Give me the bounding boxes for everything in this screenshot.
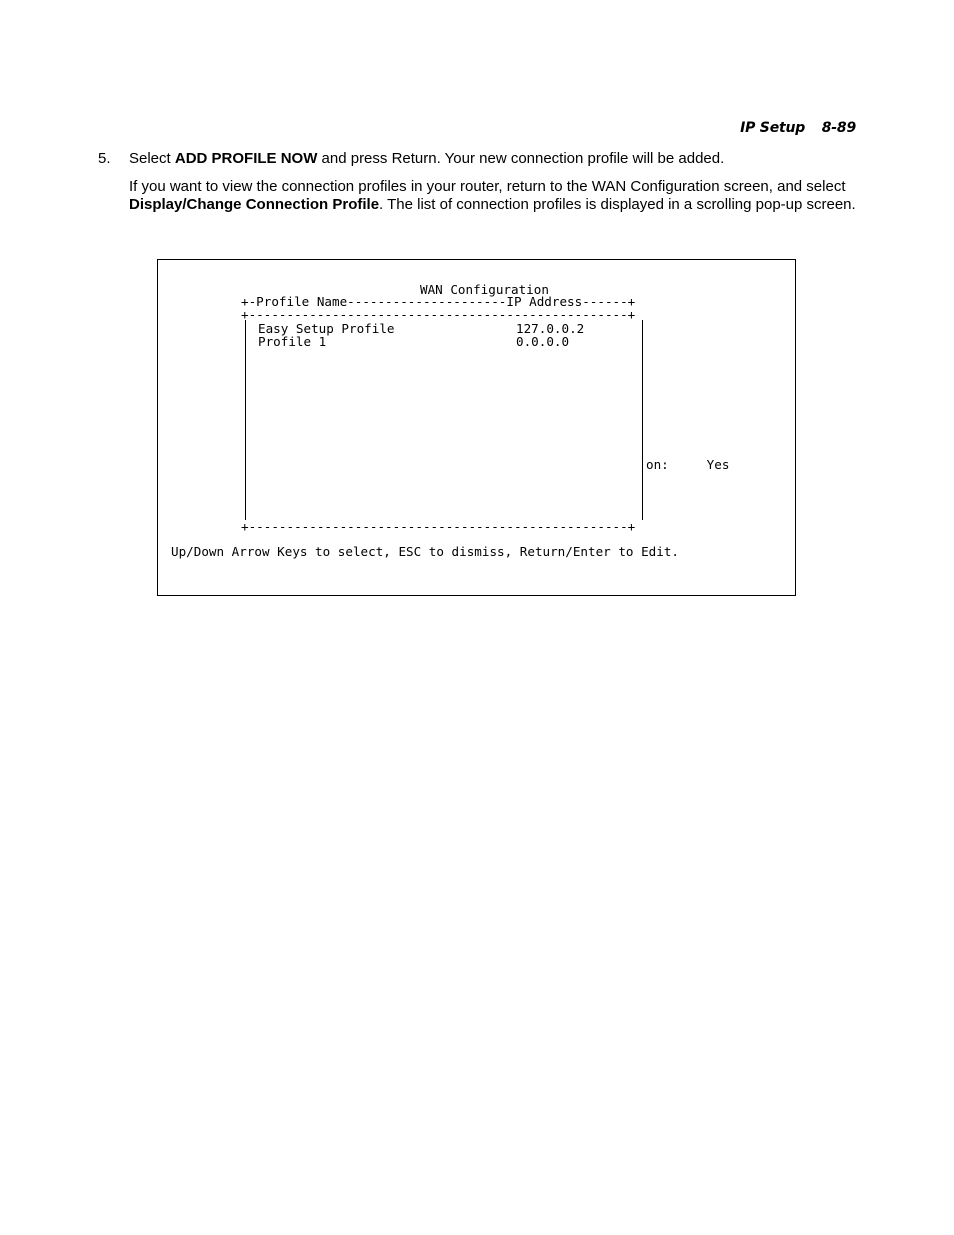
section-title: IP Setup bbox=[740, 120, 806, 136]
para-text-pre: If you want to view the connection profiles in your router, return to the WAN Configuration screen, and select bbox=[129, 178, 846, 195]
page-number: 8-89 bbox=[821, 120, 856, 136]
step-explanation bbox=[129, 178, 858, 214]
profile-name: Profile 1 bbox=[258, 334, 327, 349]
profile-list[interactable] bbox=[245, 320, 643, 520]
screen-footer-instructions: Up/Down Arrow Keys to select, ESC to dismiss, Return/Enter to Edit. bbox=[171, 544, 679, 559]
profile-ip: 127.0.0.2 bbox=[516, 321, 585, 336]
profile-name: Easy Setup Profile bbox=[258, 321, 395, 336]
para-text-bold: Display/Change Connection Profile bbox=[129, 196, 380, 213]
para-text-post: . The list of connection profiles is displayed in a scrolling pop-up screen. bbox=[379, 196, 856, 213]
step-text-bold: ADD PROFILE NOW bbox=[174, 150, 318, 167]
screen-title: WAN Configuration bbox=[420, 282, 549, 297]
step-text-post: and press Return. Your new connection profile will be added. bbox=[317, 150, 725, 167]
step-5 bbox=[98, 150, 858, 214]
step-number: 5. bbox=[98, 150, 111, 167]
step-instruction bbox=[129, 150, 858, 168]
list-bottom-border: +--------------------------------------------------+ bbox=[241, 519, 636, 534]
step-text-pre: Select bbox=[129, 150, 175, 167]
list-separator: +--------------------------------------------------+ bbox=[241, 307, 636, 322]
profile-ip: 0.0.0.0 bbox=[516, 334, 570, 349]
running-head bbox=[740, 120, 856, 136]
background-field-text: on: Yes bbox=[646, 457, 730, 472]
terminal-screenshot bbox=[157, 259, 796, 596]
list-header: +-Profile Name---------------------IP Address------+ bbox=[241, 294, 636, 309]
